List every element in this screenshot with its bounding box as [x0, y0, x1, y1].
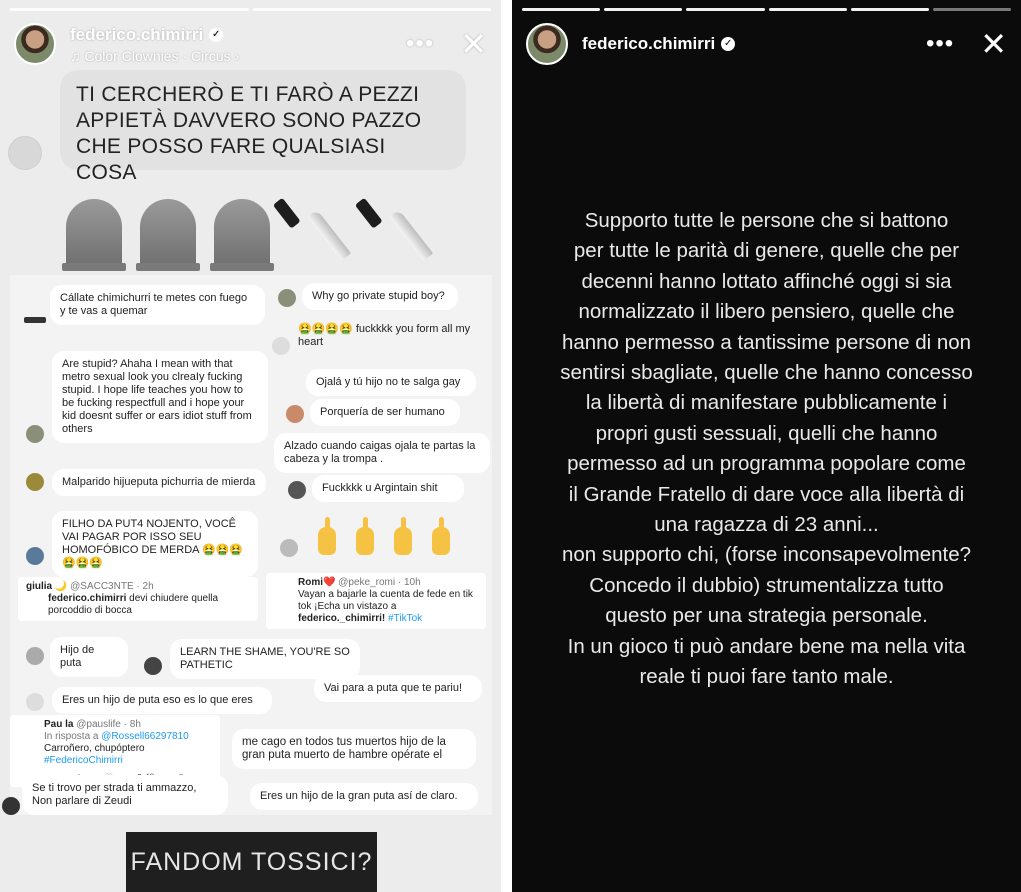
tweet-reply-label: In risposta a [44, 731, 99, 742]
sender-avatar [26, 473, 44, 491]
hate-messages-collage [10, 275, 492, 815]
progress-segment [253, 8, 492, 11]
progress-segment [769, 8, 847, 11]
progress-segment [10, 8, 249, 11]
sender-avatar [288, 481, 306, 499]
close-icon[interactable]: ✕ [980, 26, 1007, 62]
tweet-hashtag[interactable]: #TikTok [388, 613, 423, 624]
progress-segment [522, 8, 600, 11]
middle-finger-icon [394, 527, 412, 555]
list-item: me cago en todos tus muertos hijo de la gran puta muerto de hambre opérate el [232, 729, 476, 769]
tweet-handle: @peke_romi · 10h [338, 577, 421, 588]
tweet-reply-handle[interactable]: @Rossell66297810 [101, 731, 189, 742]
tweet-user: Pau la [44, 719, 74, 730]
close-icon[interactable]: ✕ [460, 26, 487, 62]
sender-avatar [280, 539, 298, 557]
middle-finger-emoji-row [318, 527, 450, 555]
verified-badge-icon: ✓ [721, 37, 735, 51]
list-item: Hijo de puta [50, 637, 128, 677]
username[interactable]: federico.chimirri [582, 34, 716, 53]
left-story [0, 0, 501, 892]
sender-avatar [286, 405, 304, 423]
list-item: Porquería de ser humano [310, 399, 460, 426]
story-header [526, 22, 1007, 66]
list-item: Fuckkkk u Argintain shit [312, 475, 464, 502]
headstone-icon [66, 199, 122, 267]
tweet-card [18, 577, 258, 621]
tweet-body: Vayan a bajarle la cuenta de fede en tik tok ¡Echa un vistazo a [298, 589, 473, 612]
list-item: Vai para a puta que te pariu! [314, 675, 482, 702]
story-header [14, 22, 487, 66]
verified-badge-icon: ✓ [209, 28, 223, 42]
tweet-mention: federico.chimirri [48, 593, 127, 604]
knife-icon [288, 195, 352, 267]
list-item: Eres un hijo de la gran puta así de claro. [250, 783, 478, 810]
sender-avatar [26, 693, 44, 711]
list-item: Why go private stupid boy? [302, 283, 458, 310]
tweet-card [266, 573, 486, 629]
sender-avatar [8, 136, 42, 170]
tweet-mention: federico._chimirri! [298, 613, 386, 624]
headstone-icon [140, 199, 196, 267]
progress-segment [686, 8, 764, 11]
tweet-hashtag[interactable]: #FedericoChimirri [44, 755, 123, 766]
list-item: Se ti trovo per strada ti ammazzo, Non parlare di Zeudi [22, 775, 228, 815]
threat-message-bubble: TI CERCHERÒ E TI FARÒ A PEZZI APPIETÀ DAVVERO SONO PAZZO CHE POSSO FARE QUALSIASI COSA [60, 70, 466, 170]
middle-finger-icon [432, 527, 450, 555]
avatar[interactable] [14, 23, 56, 65]
sender-avatar [2, 797, 20, 815]
user-info [582, 34, 735, 54]
tweet-handle: @SACC3NTE · 2h [70, 581, 154, 592]
tweet-user: Romi❤️ [298, 577, 336, 588]
right-story [512, 0, 1021, 892]
list-item: Malparido hijueputa pichurria de mierda [52, 469, 266, 496]
tweet-user: giulia 🌙 [26, 581, 68, 592]
username-row[interactable] [582, 34, 735, 54]
header-actions [405, 26, 487, 62]
progress-segment [851, 8, 929, 11]
sender-avatar [144, 657, 162, 675]
list-item: Ojalá y tú hijo no te salga gay [306, 369, 476, 396]
list-item: Are stupid? Ahaha I mean with that metro sexual look you clreaIy fucking stupid. I hope life teaches you how to be fucking respectfull and i hope your kid doesnt suffer or ears idiot stuff from others [52, 351, 268, 443]
username-row[interactable] [70, 25, 239, 45]
avatar[interactable] [526, 23, 568, 65]
story-progress-bars [522, 8, 1011, 11]
headstone-icon [214, 199, 270, 267]
sender-avatar [24, 317, 46, 323]
list-item: FILHO DA PUT4 NOJENTO, VOCÊ VAI PAGAR POR ISSO SEU HOMOFÓBICO DE MERDA 🤮🤮🤮🤮🤮🤮 [52, 511, 258, 577]
story-progress-bars [10, 8, 491, 11]
emoji-row [66, 195, 434, 267]
middle-finger-icon [356, 527, 374, 555]
music-label[interactable]: ♫ Color Clownies · Circus › [70, 47, 240, 64]
list-item: Cállate chimichurri te metes con fuego y te vas a quemar [50, 285, 265, 325]
list-item: Eres un hijo de puta eso es lo que eres [52, 687, 272, 714]
story-statement-text: Supporto tutte le persone che si battono per tutte le parità di genere, quelle che per decenni hanno lottato affinché oggi si sia normalizzato il libero pensiero, quelle che hanno permesso a tantissime persone di non sentirsi sbagliate, quelle che hanno concesso la libertà di manifestare pubblicamente i propri gusti sessuali, quelli che hanno permesso ad un programma popolare come il Grande Fratello di dare voce alla libertà di una ragazza di 23 anni... non supporto chi, (forse inconsapevolmente? Concedo il dubbio) strumentalizza tutto questo per una strategia personale. In un gioco ti può andare bene ma nella vita reale ti puoi fare tanto male. [560, 209, 973, 689]
sender-avatar [26, 547, 44, 565]
list-item: LEARN THE SHAME, YOU'RE SO PATHETIC [170, 639, 360, 679]
tweet-body: devi chiudere quella porcoddio di bocca [48, 593, 219, 616]
knife-icon [370, 195, 434, 267]
sender-avatar [26, 425, 44, 443]
progress-segment [604, 8, 682, 11]
list-item: Alzado cuando caigas ojala te partas la cabeza y la trompa . [274, 433, 490, 473]
tweet-handle: @pauslife · 8h [76, 719, 141, 730]
more-options-icon[interactable]: ••• [925, 30, 955, 57]
sender-avatar [272, 337, 290, 355]
progress-segment [933, 8, 1011, 11]
more-options-icon[interactable]: ••• [405, 30, 435, 57]
user-info [70, 25, 239, 64]
sender-avatar [26, 647, 44, 665]
fandom-banner: FANDOM TOSSICI? [126, 832, 377, 892]
header-actions [925, 26, 1007, 62]
username[interactable]: federico.chimirri [70, 24, 204, 44]
list-item: 🤮🤮🤮🤮 fuckkkk you form all my heart [298, 323, 471, 348]
middle-finger-icon [318, 527, 336, 555]
sender-avatar [278, 289, 296, 307]
tweet-body: Carroñero, chupóptero [44, 743, 145, 754]
